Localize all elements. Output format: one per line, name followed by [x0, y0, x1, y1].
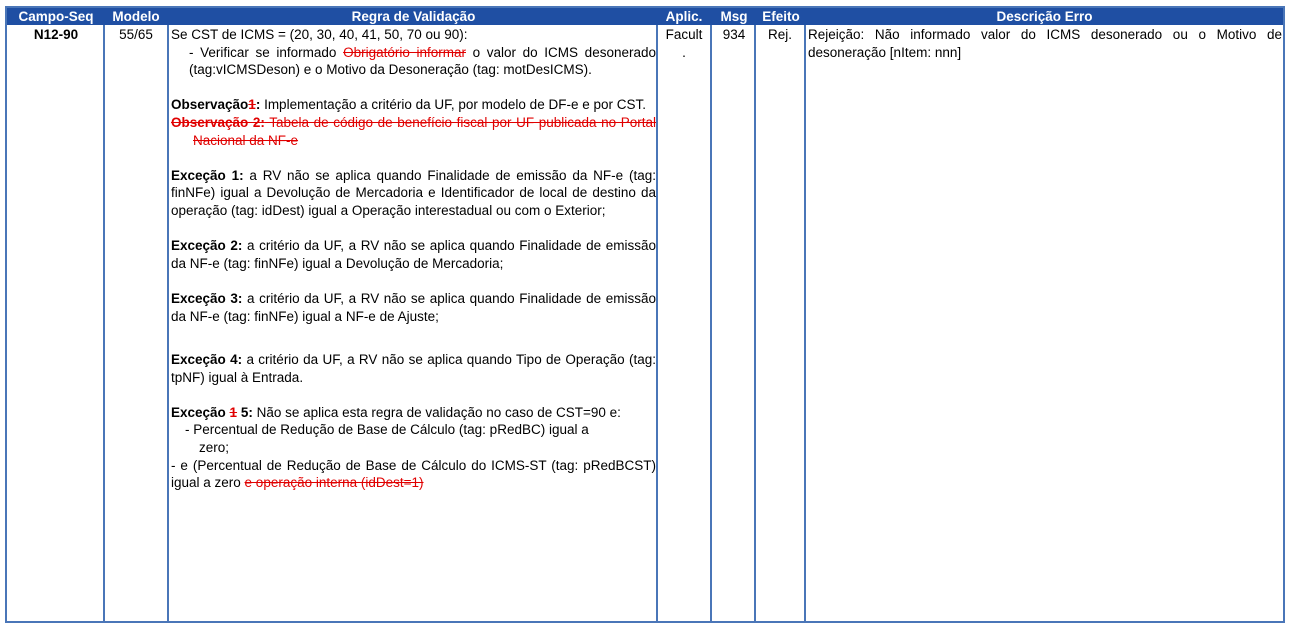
exception-5-number: 5:	[237, 404, 253, 420]
column-divider	[656, 25, 658, 621]
exception-3	[171, 290, 656, 325]
header-descricao: Descrição Erro	[996, 9, 1093, 24]
exception-4-label: Exceção 4:	[171, 352, 243, 368]
rule-intro: Se CST de ICMS = (20, 30, 40, 41, 50, 70 ou 90):	[171, 27, 468, 42]
observation-2	[171, 114, 656, 149]
cell-regra	[171, 26, 656, 492]
cell-efeito: Rej.	[767, 27, 792, 42]
exception-1-label: Exceção 1:	[171, 167, 244, 183]
exception-5	[171, 404, 656, 422]
validation-rules-table	[5, 6, 1285, 623]
exception-5-item-2-text: - e (Percentual de Redução de Base de Cálculo do ICMS-ST (tag: pRedBCST) igual a zero	[171, 457, 656, 491]
exception-5-text: Não se aplica esta regra de validação no caso de CST=90 e:	[252, 404, 621, 420]
exception-4-text: a critério da UF, a RV não se aplica quando Tipo de Operação (tag: tpNF) igual à Entrada.	[171, 352, 657, 385]
column-divider	[167, 25, 169, 621]
observation-1-text: Implementação a critério da UF, por modelo de DF-e e por CST.	[260, 97, 646, 113]
table-header	[7, 8, 1283, 25]
header-modelo: Modelo	[112, 9, 160, 24]
header-msg: Msg	[720, 9, 748, 24]
exception-5-item-2	[171, 457, 656, 492]
exception-2	[171, 237, 656, 272]
struck-text: e operação interna (idDest=1)	[244, 475, 424, 491]
header-aplic: Aplic.	[665, 9, 703, 24]
exception-1-text: a RV não se aplica quando Finalidade de emissão da NF-e (tag: finNFe) igual a Devolução de Mercadoria e Identificador de local de destino da operação (tag: idDest) igual a Operação interestadual ou com o Exterior;	[171, 167, 656, 218]
observation-2-label: Observação 2:	[171, 114, 265, 130]
rule-verify-text-b: o valor do ICMS desonerado (tag:vICMSDeson) e o Motivo da Desoneração (tag: motDesICMS).	[189, 44, 656, 78]
header-campo-seq: Campo-Seq	[18, 9, 94, 24]
struck-text: 1	[229, 404, 238, 420]
observation-1	[171, 96, 656, 114]
struck-text: Obrigatório informar	[343, 44, 466, 60]
observation-1-colon: :	[255, 97, 261, 113]
cell-campo-seq: N12-90	[33, 27, 79, 42]
cell-msg: 934	[722, 27, 746, 42]
exception-5-item-1-cont: zero;	[199, 440, 230, 456]
aplic-line-1: Facult	[665, 27, 703, 42]
exception-3-label: Exceção 3:	[171, 290, 243, 306]
cell-modelo: 55/65	[119, 27, 153, 42]
header-regra: Regra de Validação	[351, 9, 476, 24]
observation-1-label: Observação	[171, 97, 249, 113]
exception-5-label: Exceção	[171, 404, 230, 420]
exception-4	[171, 351, 656, 386]
aplic-line-2: .	[682, 44, 686, 60]
exception-5-item-1: - Percentual de Redução de Base de Cálculo (tag: pRedBC) igual a	[185, 422, 589, 438]
rule-verify	[171, 44, 656, 79]
exception-2-label: Exceção 2:	[171, 238, 243, 254]
struck-text: 1	[248, 97, 256, 113]
column-divider	[754, 25, 756, 621]
exception-3-text: a critério da UF, a RV não se aplica quando Finalidade de emissão da NF-e (tag: finNFe) igual a NF-e de Ajuste;	[171, 290, 656, 324]
exception-2-text: a critério da UF, a RV não se aplica quando Finalidade de emissão da NF-e (tag: finNFe) igual a Devolução de Mercadoria;	[171, 238, 656, 271]
column-divider	[710, 25, 712, 621]
observation-2-text: Tabela de código de benefício fiscal por UF publicada no Portal Nacional da NF-e	[193, 114, 656, 148]
rule-verify-text-a: - Verificar se informado	[189, 44, 344, 60]
cell-aplic	[658, 26, 710, 61]
exception-1	[171, 167, 656, 220]
header-efeito: Efeito	[762, 9, 800, 24]
column-divider	[804, 25, 806, 621]
cell-descricao: Rejeição: Não informado valor do ICMS desonerado ou o Motivo de desoneração [nItem: nnn]	[808, 27, 1282, 60]
column-divider	[103, 25, 105, 621]
